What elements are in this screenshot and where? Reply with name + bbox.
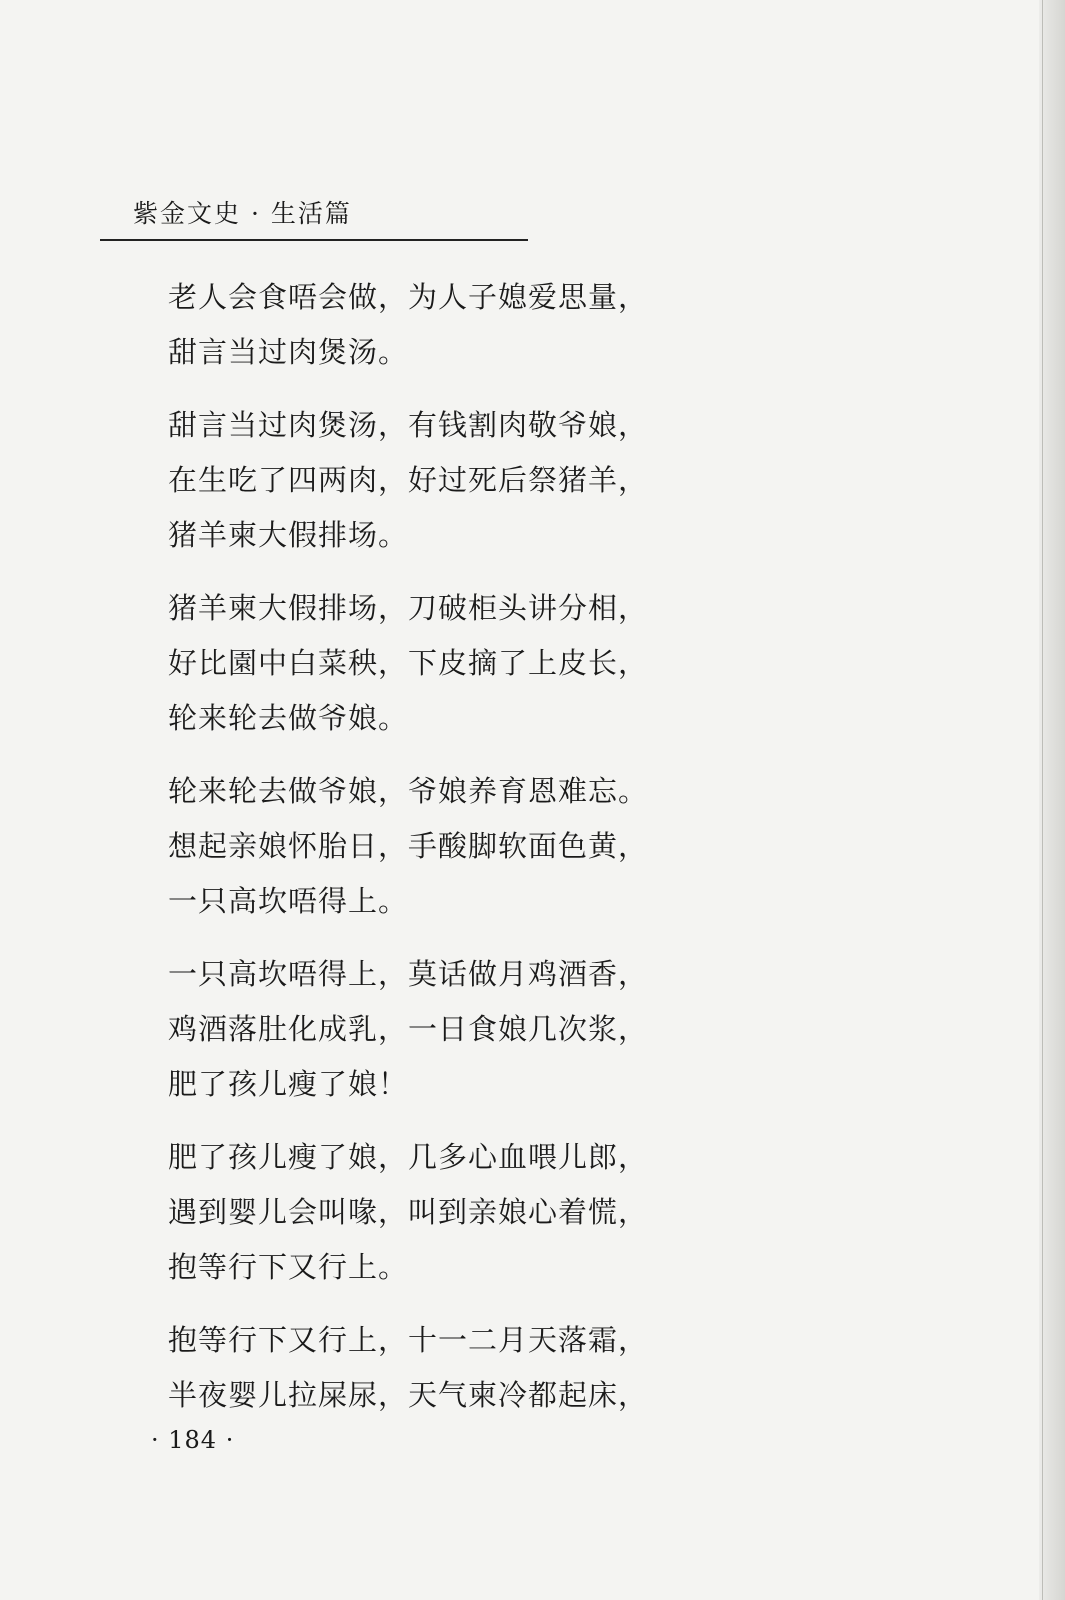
poem-line: 想起亲娘怀胎日，手酸脚软面色黄， <box>168 829 649 863</box>
poem-body <box>168 270 688 1441</box>
poem-line: 鸡酒落肚化成乳，一日食娘几次浆， <box>168 1012 649 1046</box>
poem-line: 轮来轮去做爷娘。 <box>168 701 409 735</box>
poem-line: 遇到婴儿会叫喙，叫到亲娘心着慌， <box>168 1195 649 1229</box>
poem-line: 肥了孩儿瘦了娘，几多心血喂儿郎， <box>168 1140 649 1174</box>
page-edge-line <box>1042 0 1043 1600</box>
poem-line: 抱等行下又行上。 <box>168 1250 409 1284</box>
poem-line: 一只高坎唔得上，莫话做月鸡酒香， <box>168 957 649 991</box>
poem-line: 老人会食唔会做，为人子媳爱思量， <box>168 280 649 314</box>
poem-line: 好比園中白菜秧，下皮摘了上皮长， <box>168 646 649 680</box>
poem-line: 在生吃了四两肉，好过死后祭猪羊， <box>168 463 649 497</box>
stanza <box>168 398 688 563</box>
poem-line: 猪羊柬大假排场，刀破柜头讲分相， <box>168 591 649 625</box>
poem-line: 抱等行下又行上，十一二月天落霜， <box>168 1323 649 1357</box>
stanza <box>168 947 688 1112</box>
poem-line: 肥了孩儿瘦了娘！ <box>168 1067 409 1101</box>
stanza <box>168 270 688 380</box>
stanza <box>168 1130 688 1295</box>
poem-line: 轮来轮去做爷娘，爷娘养育恩难忘。 <box>168 774 649 808</box>
stanza <box>168 581 688 746</box>
header-rule <box>100 239 528 241</box>
poem-line: 甜言当过肉煲汤。 <box>168 335 409 369</box>
stanza <box>168 764 688 929</box>
page-number: · 184 · <box>151 1426 235 1454</box>
poem-line: 猪羊柬大假排场。 <box>168 518 409 552</box>
stanza <box>168 1313 688 1423</box>
poem-line: 甜言当过肉煲汤，有钱割肉敬爷娘， <box>168 408 649 442</box>
poem-line: 一只高坎唔得上。 <box>168 884 409 918</box>
running-header: 紫金文史 · 生活篇 <box>133 199 352 228</box>
poem-line: 半夜婴儿拉屎尿，天气柬冷都起床， <box>168 1378 649 1412</box>
